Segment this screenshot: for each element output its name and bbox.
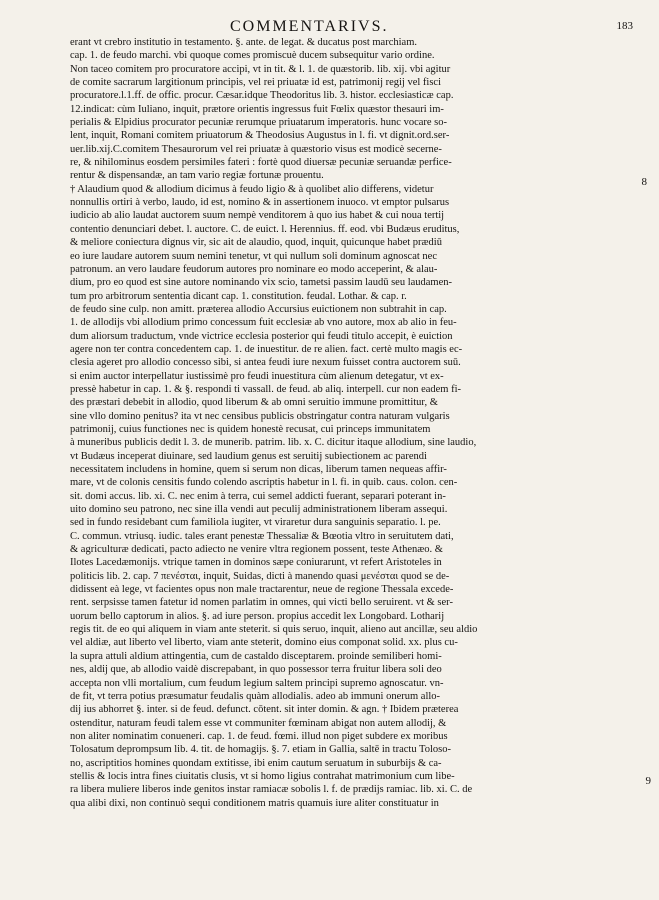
body-text (70, 36, 624, 810)
text-line: tum pro arbitrorum sententia dicant cap. 1. constitution. feudal. Lothar. & cap. r. (70, 290, 407, 302)
text-line: uorum bello captorum in alios. §. ad iure person. propius accedit lex Longobard. Lotharij (70, 610, 445, 622)
text-line: † Alaudium quod & allodium dicimus à feudo ligio & à quolibet alio differens, videtur (70, 183, 434, 195)
text-line: nes, aldij que, ab allodio vaidè discrepabant, in quo possessor terra fruitur libera soli deo (70, 664, 442, 676)
text-line: cap. 1. de feudo marchi. vbi quoque comes promiscuè ducem subsequitur vario ordine. (70, 50, 435, 62)
text-line: didissent eà lege, vt facientes opus non male tractarentur, neue de regione Thessala excede- (70, 584, 454, 596)
text-line: patronum. an vero laudare feudorum autores pro nominare eo modo acceperint, & alau- (70, 263, 438, 275)
text-line: re, & nihilominus eosdem persimiles fateri : fortè quod diuersæ pecuniæ seruandæ perfice- (70, 157, 452, 169)
page-header (70, 6, 633, 36)
text-line: politicis lib. 2. cap. 7 πενέσται, inquit, Suidas, dicti à manendo quasi μενέσται quod se de- (70, 570, 450, 582)
text-line: & meliore coniectura dignus vir, sic ait de alaudio, quod, inquit, quicunque habet prædiū (70, 237, 442, 249)
text-line: Non taceo comitem pro procuratore accipi, vt in tit. & l. 1. de quæstorib. lib. xij. vbi agitur (70, 63, 451, 75)
text-line: procuratore.l.1.ff. de offic. procur. Cæsar.idque Theodoritus lib. 3. histor. ecclesiasticæ cap. (70, 90, 454, 102)
text-line: no, ascriptitios homines quondam extitisse, ibi enim cautum seruatum in suburbijs & ca- (70, 757, 442, 769)
text-line: clesia ageret pro allodio concesso sibi, si antea feudi iure nexum fuisset contra auctorem suū. (70, 357, 461, 369)
text-line: vt Budæus inceperat diuinare, sed laudium genus est seruitij subiectionem ac parendi (70, 450, 427, 462)
text-line: dium, pro eo quod est sine autore nominando vix scio, tametsi passim laudū seu laudamen- (70, 277, 453, 289)
text-line: sed in fundo residebant cum familiola iugiter, vt viraretur dura sanguinis separatio. l. pe. (70, 517, 441, 529)
text-line: eo iure laudare autorem suum nemini tenetur, vt qui nullum soli dominum agnoscat nec (70, 250, 437, 262)
text-line: Ilotes Lacedæmonijs. vtrique tamen in dominos sæpe coniurarunt, vt refert Aristoteles in (70, 557, 442, 569)
text-line: iudicio ab alio laudat auctorem suum nempè venditorem à quo ius habet & cui noua tertij (70, 210, 445, 222)
margin-note-number: 8 (641, 176, 647, 188)
text-line: de fit, vt terra potius præsumatur feudalis quàm allodialis. adeo ab immuni onerum allo- (70, 690, 441, 702)
text-line: erant vt crebro institutio in testamento. §. ante. de legat. & ducatus post marchiam. (70, 37, 417, 48)
text-line: & agriculturæ dedicati, pacto adiecto ne venire vltra regionem possent, teste Athenæo. & (70, 544, 443, 556)
text-line: mare, vt de colonis censitis fundo colendo ascriptis habetur in l. fi. in quib. caus. colon. cen- (70, 477, 458, 489)
text-line: nonnullis ortiri à verbo, laudo, id est, nomino & in assertionem inuoco. vt emptor pulsarus (70, 197, 450, 209)
running-head: COMMENTARIVS. (230, 18, 389, 35)
text-line: dum aliorsum traductum, vnde victrice ecclesia posterior qui feudi titulo accepit, è euiction (70, 330, 453, 342)
text-line: accepta non vlli mortalium, cum feudum legium saltem principi supremo agnoscatur. vn- (70, 677, 444, 689)
text-line: si enim auctor interpellatur iustissimè pro feudi inuestitura cùm alienum detegatur, vt ex- (70, 370, 444, 382)
text-line: sit. domi accus. lib. xi. C. nec enim à terra, cui semel addicti fuerant, separari poterant in- (70, 490, 446, 502)
text-line: agere non ter contra concedentem cap. 1. de inuestitur. de re alien. fact. certè multo magis ec- (70, 343, 463, 355)
text-line: C. commun. vtriusq. iudic. tales erant penestæ Thessaliæ & Bœotia vltro in seruitutem dati, (70, 530, 454, 542)
text-line: uer.lib.xij.C.comitem Thesaurorum vel rei priuatæ à quæstorio visus est modicè secerne- (70, 143, 442, 155)
page-number: 183 (616, 20, 633, 32)
text-line: 1. de allodijs vbi allodium primo concessum fuit ecclesiæ ab vno autore, mox ab alio in feu- (70, 317, 457, 329)
text-line: sine vllo domino penitus? ita vt nec censibus publicis obstringatur contra naturam vulgaris (70, 410, 450, 422)
text-line: dij ius abhorret §. inter. si de feud. defunct. cōtent. sit inter domin. & agn. † Ibidem præterea (70, 704, 459, 716)
text-line: Tolosatum deprompsum lib. 4. tit. de homagijs. §. 7. etiam in Gallia, saltē in tractu Toloso- (70, 744, 451, 756)
margin-note-number: 9 (645, 775, 651, 787)
text-line: qua alibi dixi, non continuò sequi conditionem matris quamuis iure aliter constituatur in (70, 797, 439, 809)
text-line: rent. serpsisse tamen fatetur id nomen parlatim in omnes, qui victi bello seruirent. vt & ser- (70, 597, 453, 609)
text-line: ra libera muliere liberos inde genitos instar ramiacæ sobolis l. f. de prædijs ramiac. lib. xi. C. de (70, 784, 473, 796)
text-line: la supra attuli aldium attingentia, cum de castaldo disceptarem. proinde semiliberi homi- (70, 650, 442, 662)
text-line: des præstari debebit in allodio, quod liberum & ab omni seruitio immune promittitur, & (70, 397, 438, 409)
text-line: regis tit. de eo qui aliquem in viam ante steterit. si quis seruo, inquit, alieno aut ancillæ, seu aldio (70, 624, 478, 636)
text-line: perialis & Elpidius procurator pecuniæ rerumque priuatarum imperatoris. hunc vocare so- (70, 117, 448, 129)
text-line: lent, inquit, Romani comitem priuatorum & Theodosius Augustus in l. fi. vt dignit.ord.ser- (70, 130, 450, 142)
text-line: patrimonij, cuius functiones nec is quidem honestè recusat, cui princeps immunitatem (70, 423, 431, 435)
text-line: vel aldiæ, aut liberto vel liberto, viam ante steterit, domino eius componat solid. xx. plus cu- (70, 637, 458, 649)
text-line: non aliter nominatim conueneri. cap. 1. de feud. fœmi. illud non piget subdere ex moribus (70, 730, 448, 742)
text-line: contentio denunciari debet. l. auctore. C. de euict. l. Herennius. ff. eod. vbi Budæus eruditus, (70, 223, 460, 235)
text-line: à muneribus publicis dedit l. 3. de munerib. patrim. lib. x. C. dicitur itaque allodium, sine laudio, (70, 437, 477, 449)
text-line: ostenditur, naturam feudi talem esse vt communiter fœminam abigat non autem allodij, & (70, 717, 447, 729)
text-line: stellis & locis intra fines ciuitatis clusis, vt si homo ligius contrahat matrimonium cum libe- (70, 770, 455, 782)
text-line: de comite sacrarum largitionum principis, vel rei priuatæ id est, patrimonij regij vel fisci (70, 77, 442, 89)
text-line: rentur & dispensandæ, an tam vario regiæ fortunæ prouentu. (70, 170, 324, 182)
text-line: pressè habetur in cap. 1. & §. respondi ti vassall. de feud. ab aliq. interpell. cur non eadem fi- (70, 383, 462, 395)
text-line: uito domino seu patrono, nec sine illa vendi aut peculij administrationem liberam assequi. (70, 504, 448, 516)
text-line: de feudo sine culp. non amitt. præterea allodio Accursius euictionem non subtrahit in cap. (70, 303, 447, 315)
text-line: necessitatem includens in homine, quem si serum non dicas, liberum tamen nequeas affir- (70, 464, 447, 475)
text-line: 12.indicat: cùm Iuliano, inquit, prætore orientis ingressus fuit Fœlix quæstor thesauri im- (70, 103, 444, 115)
